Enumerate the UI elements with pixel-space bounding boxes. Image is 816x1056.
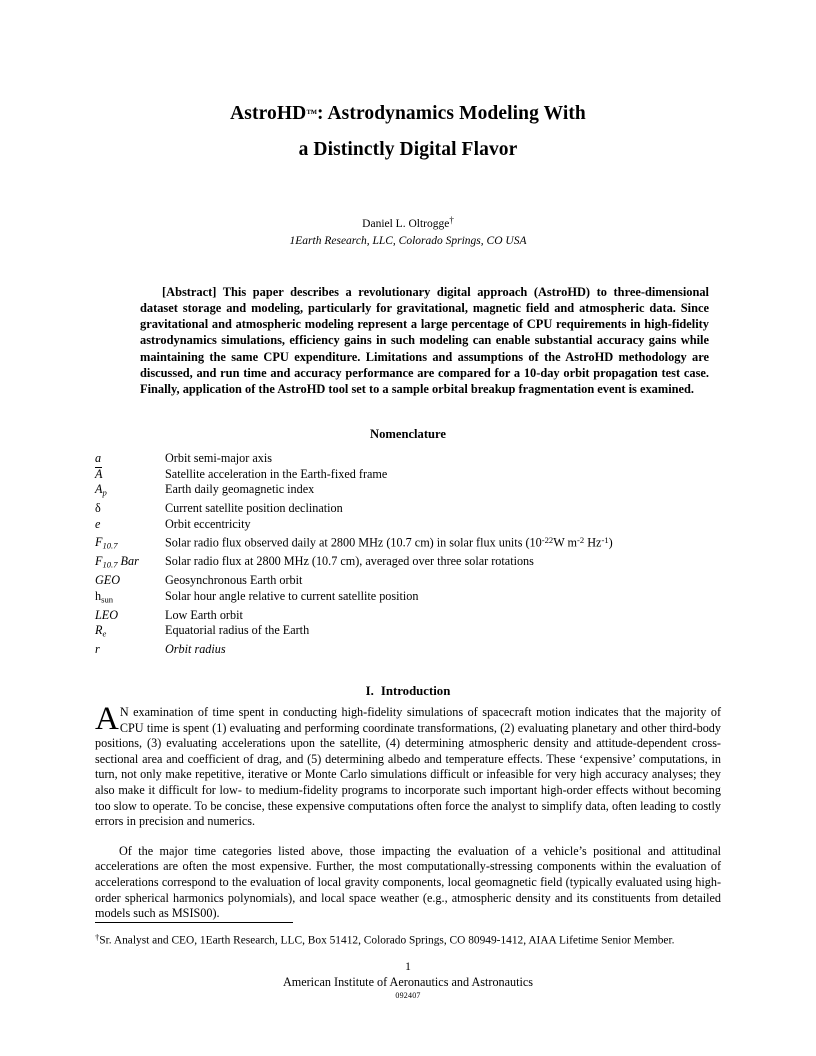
title-line-2: a Distinctly Digital Flavor: [298, 139, 518, 161]
nomenclature-symbol: $R_e$: [95, 623, 107, 639]
intro-paragraph-1: [95, 700, 721, 830]
nomenclature-definition: Equatorial radius of the Earth: [165, 623, 310, 638]
intro-paragraph-2: Of the major time categories listed above, those impacting the evaluation of a vehicle’s positional and attitudinal accelerations are often the most expensive. Further, the most computationally-stressing components within the evaluation of accelerations correspond to the evaluation of local gravity components, local geomagnetic field (typically evaluated using high-order spherical harmonics polynomials), and local space weather (e.g., atmospheric density and its constituents from detailed models such as MSIS00).: [95, 843, 721, 921]
section-title: Introduction: [380, 683, 451, 698]
author-block: [95, 212, 721, 249]
author-affiliation: 1Earth Research, LLC, Colorado Springs, CO USA: [289, 234, 527, 247]
nomenclature-definition: Solar radio flux at 2800 MHz (10.7 cm), averaged over three solar rotations: [165, 554, 534, 569]
table-row: [95, 482, 721, 501]
table-row: [95, 608, 721, 624]
table-row: [95, 642, 721, 658]
table-row: [95, 623, 721, 642]
nomenclature-symbol: e: [95, 517, 101, 531]
nomenclature-symbol: A: [95, 466, 103, 481]
trademark-icon: ™: [306, 108, 317, 121]
page-footer: [0, 960, 816, 1001]
title-product-name: AstroHD: [230, 103, 307, 124]
nomenclature-symbol: GEO: [95, 573, 121, 588]
intro-paragraph-1-text: N examination of time spent in conducting high-fidelity simulations of spacecraft motion indicates that the majority of CPU time is spent (1) evaluating and performing coordinate transformations, (2) evaluating planetary and other third-body positions, (3) evaluating accelerations upon the satellite, (4) determining atmospheric density and attitude-dependent cross-sectional area and coefficient of drag, and (5) determining albedo and temperature effects. These ‘expensive’ computations, in turn, not only make repetitive, iterative or Monte Carlo simulations difficult or infeasible for very high accuracy analyses; they also make it difficult for low- to medium-fidelity programs to incorporate such important high-order effects without becoming too slow to operate. To be concise, these expensive computations often force the analyst to simplify data, often leading to costly errors in precision and numerics.: [95, 704, 721, 829]
table-row: [95, 501, 721, 517]
title-line-1-rest: : Astrodynamics Modeling With: [316, 103, 586, 124]
drop-cap: A: [95, 700, 119, 737]
nomenclature-definition: Geosynchronous Earth orbit: [165, 573, 303, 588]
nomenclature-heading: Nomenclature: [369, 427, 446, 442]
table-row: [95, 517, 721, 533]
nomenclature-definition: Solar hour angle relative to current satellite position: [165, 588, 419, 603]
nomenclature-definition: Solar radio flux observed daily at 2800 MHz (10.7 cm) in solar flux units ($10^{-22}W$ $m^{-2}$ $Hz^{-1}$): [165, 534, 613, 550]
table-row: [95, 451, 721, 467]
publisher-name: American Institute of Aeronautics and Astronautics: [282, 975, 534, 989]
page-number: 1: [405, 961, 411, 973]
abstract-label: [Abstract]: [162, 284, 217, 299]
title-line-1: [95, 96, 721, 132]
footnote-marker: †: [95, 932, 100, 942]
paper-title: [95, 96, 721, 168]
nomenclature-symbol: a: [95, 451, 102, 466]
nomenclature-definition: Orbit radius: [165, 642, 226, 657]
footnote-block: [95, 922, 721, 948]
table-row: [95, 467, 721, 483]
table-row: [95, 573, 721, 589]
nomenclature-symbol: LEO: [95, 607, 119, 622]
footnote-text-row: [95, 930, 721, 948]
table-row: [95, 533, 721, 555]
nomenclature-symbol: $h_{sun}$: [95, 588, 114, 605]
nomenclature-definition: Orbit eccentricity: [165, 517, 251, 531]
author-footnote-marker: †: [449, 215, 454, 226]
nomenclature-symbol: $F_{10.7}$ Bar: [95, 554, 139, 570]
document-code: 092407: [395, 991, 421, 1000]
author-name-row: [95, 212, 721, 232]
nomenclature-definition: Satellite acceleration in the Earth-fixed frame: [165, 466, 388, 481]
nomenclature-symbol: $F_{10.7}$: [95, 535, 118, 551]
nomenclature-symbol: r: [95, 642, 100, 657]
footnote-text: Sr. Analyst and CEO, 1Earth Research, LLC, Box 51412, Colorado Springs, CO 80949-1412, AIAA Lifetime Senior Member.: [99, 934, 675, 947]
page-content: [95, 0, 721, 922]
abstract-paragraph: [140, 284, 709, 397]
footnote-divider: [95, 922, 293, 923]
section-number: I.: [365, 683, 374, 698]
table-row: [95, 589, 721, 608]
nomenclature-symbol: δ: [95, 501, 101, 516]
table-row: [95, 554, 721, 573]
author-name: Daniel L. Oltrogge: [362, 217, 450, 230]
nomenclature-table: [95, 451, 721, 658]
nomenclature-definition: Orbit semi-major axis: [165, 451, 272, 466]
nomenclature-symbol: $A_p$: [95, 482, 107, 498]
nomenclature-definition: Low Earth orbit: [165, 607, 243, 622]
abstract-text: This paper describes a revolutionary digital approach (AstroHD) to three-dimensional dataset storage and modeling, particularly for gravitational, magnetic field and atmospheric data. Since gravitational and atmospheric modeling represent a large percentage of CPU requirements in high-fidelity astrodynamics simulations, efficiency gains in such modeling can enable substantial accuracy gains while maintaining the same CPU expenditure. Limitations and assumptions of the AstroHD methodology are discussed, and run time and accuracy performance are compared for a 10-day orbit propagation test case. Finally, application of the AstroHD tool set to a sample orbital breakup fragmentation event is examined.: [140, 284, 709, 397]
nomenclature-definition: Earth daily geomagnetic index: [165, 482, 315, 497]
nomenclature-definition: Current satellite position declination: [165, 501, 343, 516]
section-heading-introduction: [95, 684, 721, 699]
